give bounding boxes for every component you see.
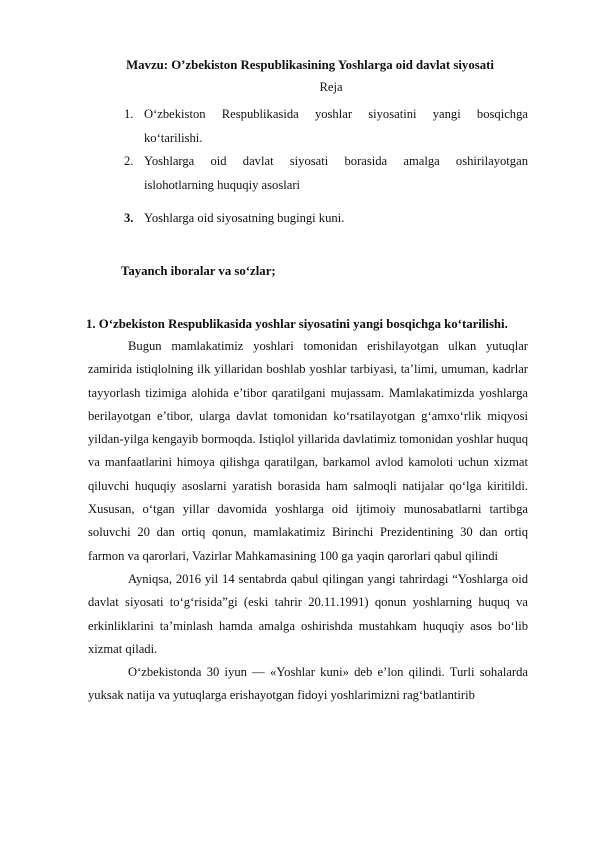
section-heading: 1. O‘zbekiston Respublikasida yoshlar siyosatini yangi bosqichga ko‘tarilishi. xyxy=(86,317,508,331)
plan-item-text: Yoshlarga oid siyosatning bugingi kuni. xyxy=(144,211,345,225)
plan-list xyxy=(124,103,528,231)
plan-item-number: 3. xyxy=(124,211,134,225)
plan-item xyxy=(124,150,528,197)
plan-item xyxy=(124,103,528,150)
paragraph: Bugun mamlakatimiz yoshlari tomonidan erishilayotgan ulkan yutuqlar zamirida istiqlolning ilk yillaridan boshlab yoshlar tarbiyasi, ta’limi, umuman, kadrlar tayyorlash tizimiga alohida e’tibor qaratilgani mujassam. Mamlakatimizda yoshlarga berilayotgan e’tibor, ularga davlat tomonidan ko‘rsatilayotgan g‘amxo‘rlik miqyosi yildan-yilga kengayib bormoqda. Istiqlol yillarida davlatimiz tomonidan yoshlar huquq va manfaatlarini himoya qilishga qaratilgan, barkamol avlod kamoloti uchun xizmat qiluvchi huquqiy asoslarni yaratish borasida ham salmoqli natijalar qo‘lga kiritildi. Xususan, o‘tgan yillar davomida yoshlarga oid ijtimoiy munosabatlarni tartibga soluvchi 20 dan ortiq qonun, mamlakatimiz Birinchi Prezidentining 30 dan ortiq farmon va qarorlari, Vazirlar Mahkamasining 100 ga yaqin qarorlari qabul qilindi xyxy=(88,339,528,563)
plan-label: Reja xyxy=(319,80,343,94)
paragraph: Ayniqsa, 2016 yil 14 sentabrda qabul qilingan yangi tahrirdagi “Yoshlarga oid davlat siyosati to‘g‘risida”gi (eski tahrir 20.11.1991) qonun yoshlarning huquq va erkinliklarini ta’minlash hamda amalga oshirishda mustahkam huquqiy asos bo‘lib xizmat qiladi. xyxy=(88,571,528,656)
plan-item-number: 2. xyxy=(124,154,134,168)
keywords-heading: Tayanch iboralar va so‘zlar; xyxy=(121,264,276,278)
plan-item-number: 1. xyxy=(124,107,134,121)
plan-item-text-continued: ko‘tarilishi. xyxy=(144,130,203,145)
plan-item-text-continued: islohotlarning huquqiy asoslari xyxy=(144,177,301,192)
section-body xyxy=(88,335,528,708)
document-title: Mavzu: O’zbekiston Respublikasining Yoshlarga oid davlat siyosati xyxy=(126,58,494,72)
paragraph: O‘zbekistonda 30 iyun — «Yoshlar kuni» deb e’lon qilindi. Turli sohalarda yuksak natija va yutuqlarga erishayotgan fidoyi yoshlarimizni rag‘batlantirib xyxy=(88,665,528,703)
plan-item-text: O‘zbekiston Respublikasida yoshlar siyosatini yangi bosqichga xyxy=(144,107,528,121)
plan-item-text: Yoshlarga oid davlat siyosati borasida amalga oshirilayotgan xyxy=(144,154,528,168)
plan-item xyxy=(124,207,528,231)
